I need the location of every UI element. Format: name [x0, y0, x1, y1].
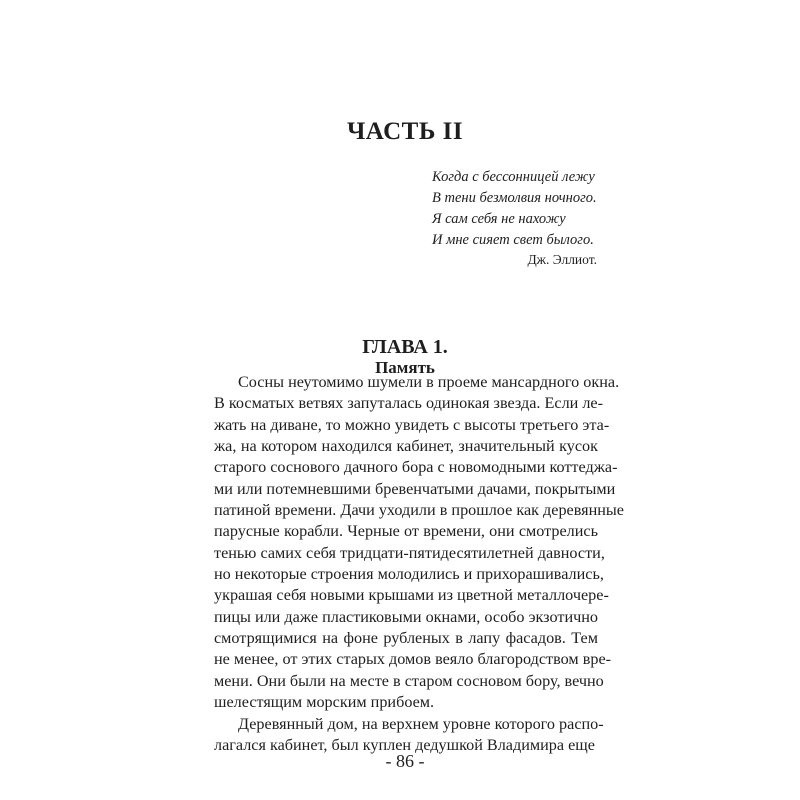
text-line: Деревянный дом, на верхнем уровне которого распо-	[238, 714, 604, 733]
epigraph-line: Я сам себя не нахожу	[432, 211, 566, 227]
text-line: патиной времени. Дачи уходили в прошлое как деревянные	[214, 501, 624, 520]
text-line: но некоторые строения молодились и прихорашивались,	[214, 565, 604, 584]
text-line: тенью самих себя тридцати-пятидесятилетней давности,	[214, 543, 605, 562]
text-line: парусные корабли. Черные от времени, они смотрелись	[214, 522, 598, 541]
text-line: В косматых ветвях запуталась одинокая звезда. Если ле-	[214, 394, 604, 413]
body-text	[214, 372, 624, 756]
text-line: мени. Они были на месте в старом сосновом бору, вечно	[214, 671, 604, 690]
epigraph-line: И мне сияет свет былого.	[432, 232, 594, 248]
text-line: украшая себя новыми крышами из цветной металлочере-	[214, 586, 609, 605]
text-line: смотрящимися на фоне рубленых в лапу фасадов. Тем	[214, 629, 598, 648]
text-line: шелестящим морским прибоем.	[214, 693, 435, 712]
text-line: Сосны неутомимо шумели в проеме мансардного окна.	[238, 373, 620, 391]
chapter-number: ГЛАВА 1.	[362, 336, 448, 358]
page-number: - 86 -	[385, 751, 425, 771]
epigraph-line: Когда с бессонницей лежу	[432, 169, 595, 185]
text-line: лагался кабинет, был куплен дедушкой Владимира еще	[214, 735, 595, 754]
text-line: старого соснового дачного бора с новомодными коттеджа-	[214, 458, 618, 477]
epigraph-author: Дж. Эллиот.	[527, 252, 597, 267]
text-line: жать на диване, то можно увидеть с высоты третьего эта-	[214, 415, 610, 434]
text-line: не менее, от этих старых домов веяло благородством вре-	[214, 650, 612, 669]
text-line: пицы или даже пластиковыми окнами, особо экзотично	[214, 607, 598, 626]
chapter-title: Память	[375, 358, 435, 377]
epigraph-line: В тени безмолвия ночного.	[432, 190, 597, 206]
text-line: жа, на котором находился кабинет, значительный кусок	[214, 437, 598, 456]
part-title: ЧАСТЬ II	[346, 118, 464, 145]
epigraph	[432, 167, 597, 251]
text-line: ми или потемневшими бревенчатыми дачами, покрытыми	[214, 479, 616, 498]
